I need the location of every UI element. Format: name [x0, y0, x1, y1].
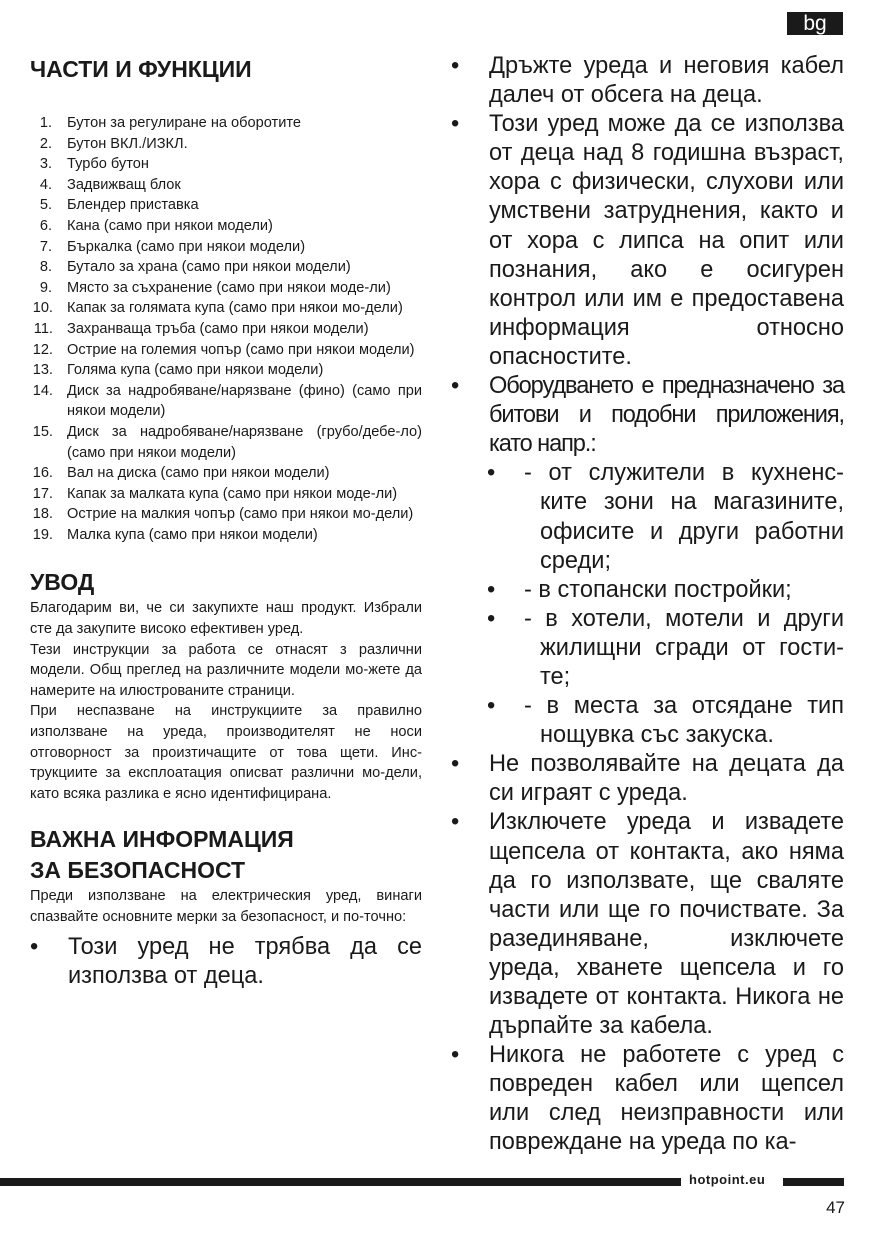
list-item: 2. Бутон ВКЛ./ИЗКЛ.: [39, 135, 188, 152]
list-item: 13. Голяма купа (само при някои модели): [32, 362, 324, 379]
list-item: 5. Блендер приставка: [39, 197, 199, 214]
brand-url: hotpoint.eu: [689, 1172, 766, 1187]
list-item: 3. Турбо бутон: [39, 156, 149, 173]
list-item: • Дръжте уреда и неговия кабел далеч от обсега на деца.: [451, 53, 844, 109]
list-item: 17. Капак за малката купа (само при някои моде-ли): [32, 485, 398, 502]
footer-rule-left: [0, 1178, 681, 1186]
bullet-icon: •: [451, 53, 460, 79]
list-item: 4. Задвижващ блок: [39, 176, 181, 193]
bullet-icon: •: [451, 809, 460, 836]
list-item: • Този уред може да се използва от деца над 8 годишна възраст, хора с физически, слухови или умствени затруднения, както и от хора с липса на опит или познания, ако е осигурен контрол или им е предоставена информация относно опасностите.: [451, 111, 844, 370]
left-column: [30, 52, 422, 991]
list-item: 12. Острие на големия чопър (само при някои модели): [32, 341, 415, 358]
list-item: 9. Място за съхранение (само при някои моде-ли): [39, 279, 391, 296]
bullet-icon: •: [487, 605, 496, 632]
list-item: • - в места за отсядане тип нощувка със закуска.: [487, 693, 844, 749]
sub-bullet-list: [489, 459, 844, 750]
list-item: 16. Вал на диска (само при някои модели): [32, 465, 330, 482]
intro-paragraph-1: Благодарим ви, че си закупихте наш продукт. Избрали сте да закупите високо ефективен уред.: [30, 600, 422, 638]
list-item: • Не позволявайте на децата да си играят с уреда.: [451, 751, 844, 807]
list-item: 18. Острие на малкия чопър (само при някои мо-дели): [32, 506, 414, 523]
bullet-icon: •: [487, 460, 496, 487]
bullet-icon: •: [451, 111, 460, 138]
bullet-icon: •: [30, 933, 39, 960]
list-item: • - от служители в кухненс-ките зони на магазините, офисите и други работни среди;: [487, 460, 844, 574]
list-item: 6. Кана (само при някои модели): [39, 217, 273, 234]
bullet-icon: •: [451, 373, 460, 400]
list-item: • - в стопански постройки;: [489, 576, 844, 605]
list-item: 14. Диск за надробяване/нарязване (фино) (само при някои модели): [32, 382, 422, 420]
list-item: • Този уред не трябва да се използва от деца.: [30, 933, 422, 989]
bullet-icon: •: [487, 693, 496, 720]
bullet-icon: •: [451, 751, 460, 778]
list-item: • Никога не работете с уред с повреден кабел или щепсел или след неизправности или повреждане на уреда по ка-: [451, 1042, 844, 1156]
parts-list: [30, 113, 422, 545]
language-badge: bg: [787, 12, 843, 35]
list-item: 7. Бъркалка (само при някои модели): [39, 238, 306, 255]
list-item: 11. Захранваща тръба (само при някои модели): [33, 320, 369, 337]
list-item: 10. Капак за голямата купа (само при някои мо-дели): [32, 300, 403, 317]
intro-title: УВОД: [30, 569, 95, 596]
footer-rule-right: [783, 1178, 844, 1186]
safety-intro-paragraph: Преди използване на електрическия уред, винаги спазвайте основните мерки за безопасност, и по-точно:: [30, 888, 422, 925]
parts-title: ЧАСТИ И ФУНКЦИИ: [30, 56, 252, 82]
bullet-icon: •: [487, 576, 496, 603]
right-bullet-list: [451, 52, 844, 1158]
list-item: 15. Диск за надробяване/нарязване (грубо/дебе-ло) (само при някои модели): [32, 423, 422, 461]
list-item: 8. Бутало за храна (само при някои модели): [39, 259, 351, 276]
left-bullet-list: [30, 933, 422, 991]
bullet-icon: •: [451, 1042, 460, 1069]
safety-title-line-2: ЗА БЕЗОПАСНОСТ: [30, 857, 246, 884]
list-item: 1. Бутон за регулиране на оборотите: [39, 115, 302, 131]
right-column: [451, 52, 844, 1158]
list-item: 19. Малка купа (само при някои модели): [32, 526, 318, 543]
intro-paragraph-3: При неспазване на инструкциите за правилно използване на уреда, производителят не носи отговорност за произтичащите от това щети. Инс-трукциите за експлоатация описват различни мо-дели, като всяка разлика е ясно идентифицирана.: [30, 703, 422, 802]
safety-title-line-1: ВАЖНА ИНФОРМАЦИЯ: [30, 826, 294, 853]
list-item: • Изключете уреда и извадете щепсела от контакта, ако няма да го използвате, ще сваляте части или ще го почиствате. За разединяване, изключете уреда, хванете щепсела и го извадете от контакта. Никога не дърпайте за кабела.: [451, 809, 844, 1040]
safety-title: [30, 824, 422, 886]
list-item: • - в хотели, мотели и други жилищни сгради от гости-те;: [487, 605, 844, 690]
list-item: • Оборудването е предназначено за битови и подобни приложения, като напр.: • - от служители в кухненс-ките зони на магазините, офисите и други работни среди; • - в стопански постройки; • - в хотели, мотели и други жилищни сгради от гости-те; • - в места за отсядане тип нощувка със закуска.: [451, 372, 844, 750]
intro-paragraph-2: Тези инструкции за работа се отнасят з различни модели. Общ преглед на различните модели мо-жете да намерите на илюстрованите страници.: [30, 641, 422, 699]
page-number: 47: [826, 1198, 845, 1217]
